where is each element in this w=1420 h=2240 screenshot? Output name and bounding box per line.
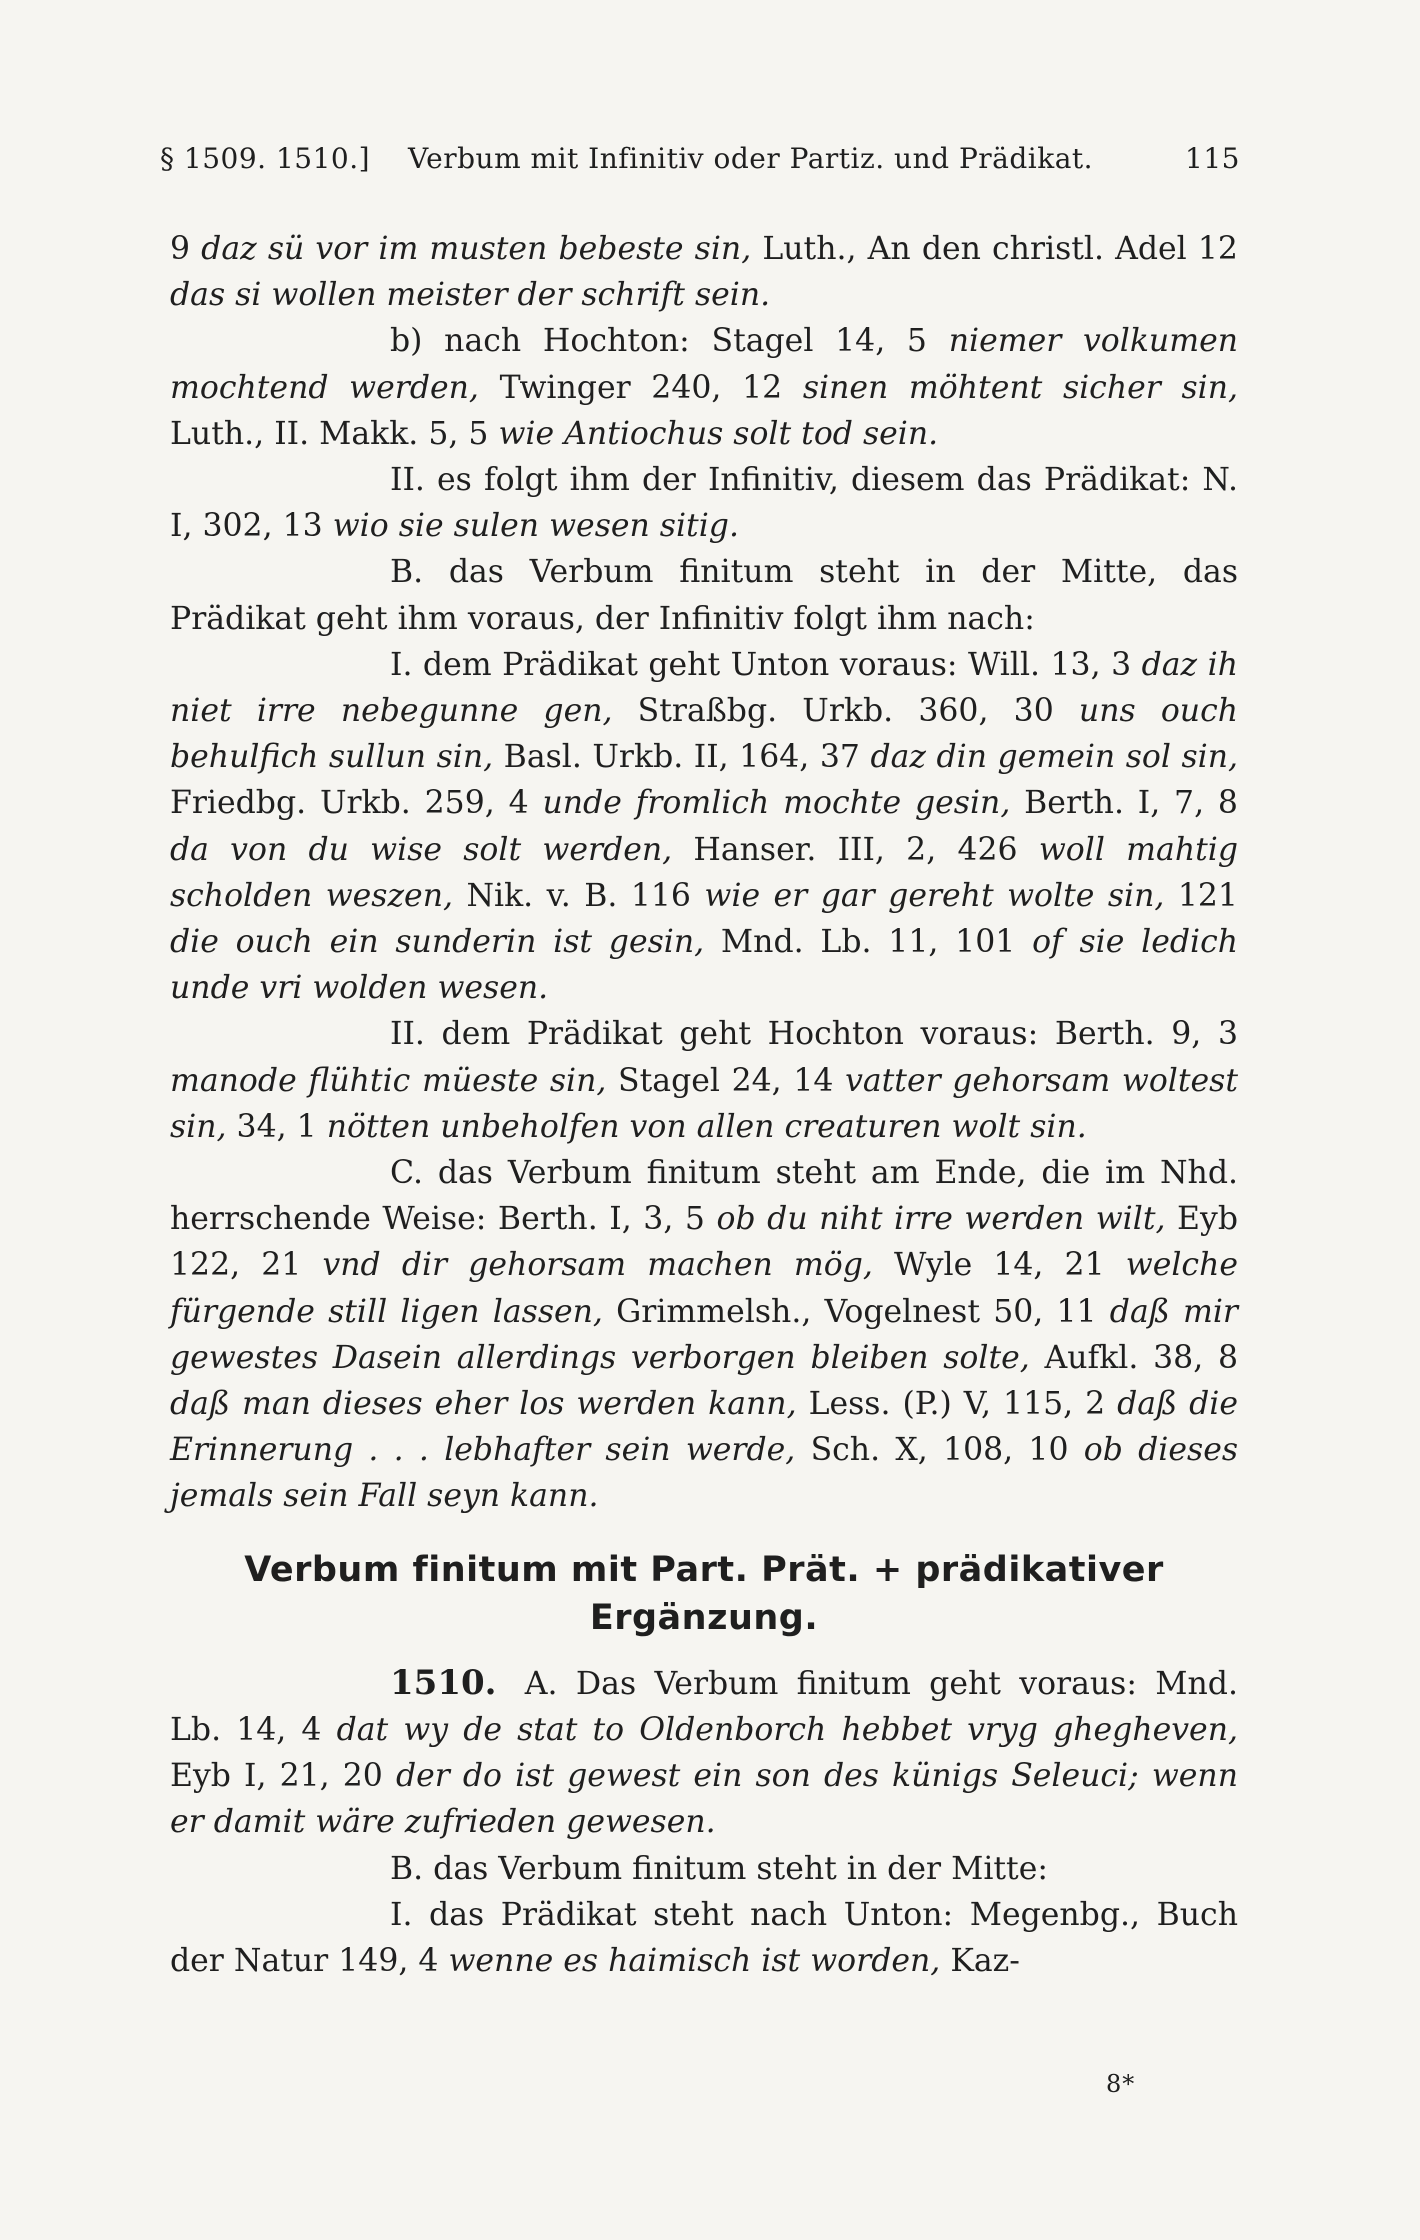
- citation-text: B. das Verbum finitum steht in der Mitte, das Prädikat geht ihm voraus, der Infinitiv folgt ihm nach:: [170, 554, 1238, 637]
- quoted-example: die ouch ein sunderin ist gesin,: [170, 924, 705, 961]
- citation-text: Wyle 14, 21: [872, 1247, 1126, 1284]
- paragraph: [170, 457, 1238, 549]
- citation-text: B. das Verbum finitum steht in der Mitte:: [390, 1850, 1048, 1887]
- quoted-example: ob dieses jemals sein Fall seyn kann.: [170, 1432, 1238, 1515]
- quoted-example: niemer volkumen mochtend werden,: [170, 323, 1239, 406]
- paragraph: [170, 1846, 1238, 1892]
- page-number: 115: [1185, 142, 1240, 175]
- citation-text: Eyb 122, 21: [170, 1201, 1239, 1284]
- citation-text: 34, 1: [226, 1108, 327, 1145]
- citation-text: Sch. X, 108, 10: [795, 1432, 1084, 1469]
- citation-text: Berth. I, 7, 8: [1010, 785, 1238, 822]
- quoted-example: vnd dir gehorsam machen mög,: [322, 1247, 873, 1284]
- citation-text: Eyb I, 21, 20: [170, 1758, 396, 1795]
- citation-text: Twinger 240, 12: [478, 369, 803, 406]
- quoted-example: daz din gemein sol sin,: [870, 739, 1238, 776]
- quoted-example: wenne es haimisch ist worden,: [448, 1942, 941, 1979]
- section-number: 1510.: [390, 1662, 497, 1703]
- citation-text: II. es folgt ihm der Infinitiv, diesem das Prädikat: N. I, 302, 13: [170, 462, 1238, 545]
- paragraph: [170, 318, 1238, 457]
- quoted-example: wie Antiochus solt tod sein.: [498, 415, 939, 452]
- quoted-example: ob du niht irre werden wilt,: [716, 1201, 1166, 1238]
- citation-text: Stagel 24, 14: [606, 1062, 846, 1099]
- paragraph: [170, 226, 1238, 318]
- citation-text: Basl. Urkb. II, 164, 37: [493, 739, 871, 776]
- quoted-example: manode flühtic müeste sin,: [170, 1062, 607, 1099]
- quoted-example: wio sie sulen wesen sitig.: [332, 508, 739, 545]
- quoted-example: of sie ledich unde vri wolden wesen.: [170, 924, 1238, 1007]
- heading-line-1: Verbum finitum mit Part. Prät. + prädikativer: [244, 1549, 1164, 1590]
- section-heading: [170, 1546, 1238, 1642]
- citation-text: Luth., II. Makk. 5, 5: [170, 415, 499, 452]
- citation-text: I. das Prädikat steht nach Unton: Megenbg., Buch der Natur 149, 4: [170, 1896, 1238, 1979]
- citation-text: Luth., An den christl. Adel 12: [751, 231, 1238, 267]
- quoted-example: das si wollen meister der schrift sein.: [170, 277, 771, 314]
- quoted-example: daß die Erinnerung . . . lebhafter sein werde,: [170, 1386, 1238, 1469]
- citation-text: Straßbg. Urkb. 360, 30: [612, 693, 1079, 730]
- paragraph: [170, 1011, 1238, 1150]
- paragraph: [170, 1892, 1238, 1984]
- citation-text: Grimmelsh., Vogelnest 50, 11: [602, 1293, 1110, 1330]
- citation-text: b) nach Hochton: Stagel 14, 5: [390, 323, 949, 360]
- citation-text: Less. (P.) V, 115, 2: [796, 1386, 1118, 1423]
- citation-text: A. Das Verbum finitum geht voraus: Mnd. Lb. 14, 4: [170, 1665, 1238, 1748]
- running-header: [160, 142, 1240, 182]
- citation-text: 9: [170, 231, 202, 267]
- citation-text: Kaz-: [940, 1942, 1020, 1979]
- quoted-example: sinen möhtent sicher sin,: [802, 369, 1238, 406]
- running-title: Verbum mit Infinitiv oder Partiz. und Prädikat.: [408, 142, 1094, 175]
- page-body: [170, 226, 1238, 1984]
- citation-text: Friedbg. Urkb. 259, 4: [170, 785, 543, 822]
- citation-text: 121: [1164, 877, 1238, 914]
- paragraph: [170, 549, 1238, 641]
- quoted-example: dat wy de stat to Oldenborch hebbet vryg ghegheven,: [336, 1711, 1238, 1748]
- heading-line-2: Ergänzung.: [589, 1597, 819, 1638]
- quoted-example: woll mahtig scholden weszen,: [170, 831, 1238, 914]
- citation-text: I. dem Prädikat geht Unton voraus: Will. 13, 3: [390, 646, 1142, 683]
- citation-text: Nik. v. B. 116: [453, 877, 705, 914]
- quoted-example: vatter gehorsam woltest sin,: [170, 1062, 1238, 1145]
- quoted-example: daz sü vor im musten bebeste sin,: [201, 231, 752, 267]
- quoted-example: unde fromlich mochte gesin,: [542, 785, 1011, 822]
- citation-text: Mnd. Lb. 11, 101: [704, 924, 1033, 961]
- quoted-example: da von du wise solt werden,: [170, 831, 673, 868]
- sheet-signature: 8*: [1106, 2070, 1136, 2098]
- quoted-example: daz ih niet irre nebegunne gen,: [170, 646, 1238, 730]
- section-1510: [170, 1660, 1238, 1984]
- citation-text: Aufkl. 38, 8: [1029, 1339, 1239, 1376]
- quoted-example: welche fürgende still ligen lassen,: [170, 1247, 1238, 1330]
- paragraph: [170, 1660, 1238, 1846]
- citation-text: II. dem Prädikat geht Hochton voraus: Berth. 9, 3: [390, 1016, 1238, 1053]
- section-1509-continuation: [170, 226, 1238, 1520]
- quoted-example: daß mir gewestes Dasein allerdings verborgen bleiben solte,: [170, 1293, 1238, 1376]
- quoted-example: der do ist gewest ein son des künigs Seleuci; wenn er damit wäre zufrieden gewesen.: [170, 1758, 1239, 1841]
- paragraph: [170, 642, 1238, 1012]
- paragraph: [170, 1150, 1238, 1520]
- citation-text: Hanser. III, 2, 426: [672, 831, 1039, 868]
- citation-text: C. das Verbum finitum steht am Ende, die im Nhd. herrschende Weise: Berth. I, 3, 5: [170, 1155, 1238, 1238]
- quoted-example: uns ouch behulfich sullun sin,: [170, 693, 1238, 776]
- section-reference: § 1509. 1510.]: [160, 142, 371, 175]
- quoted-example: wie er gar gereht wolte sin,: [704, 877, 1165, 914]
- quoted-example: daß man dieses eher los werden kann,: [170, 1386, 797, 1423]
- quoted-example: nötten unbeholfen von allen creaturen wolt sin.: [326, 1108, 1087, 1145]
